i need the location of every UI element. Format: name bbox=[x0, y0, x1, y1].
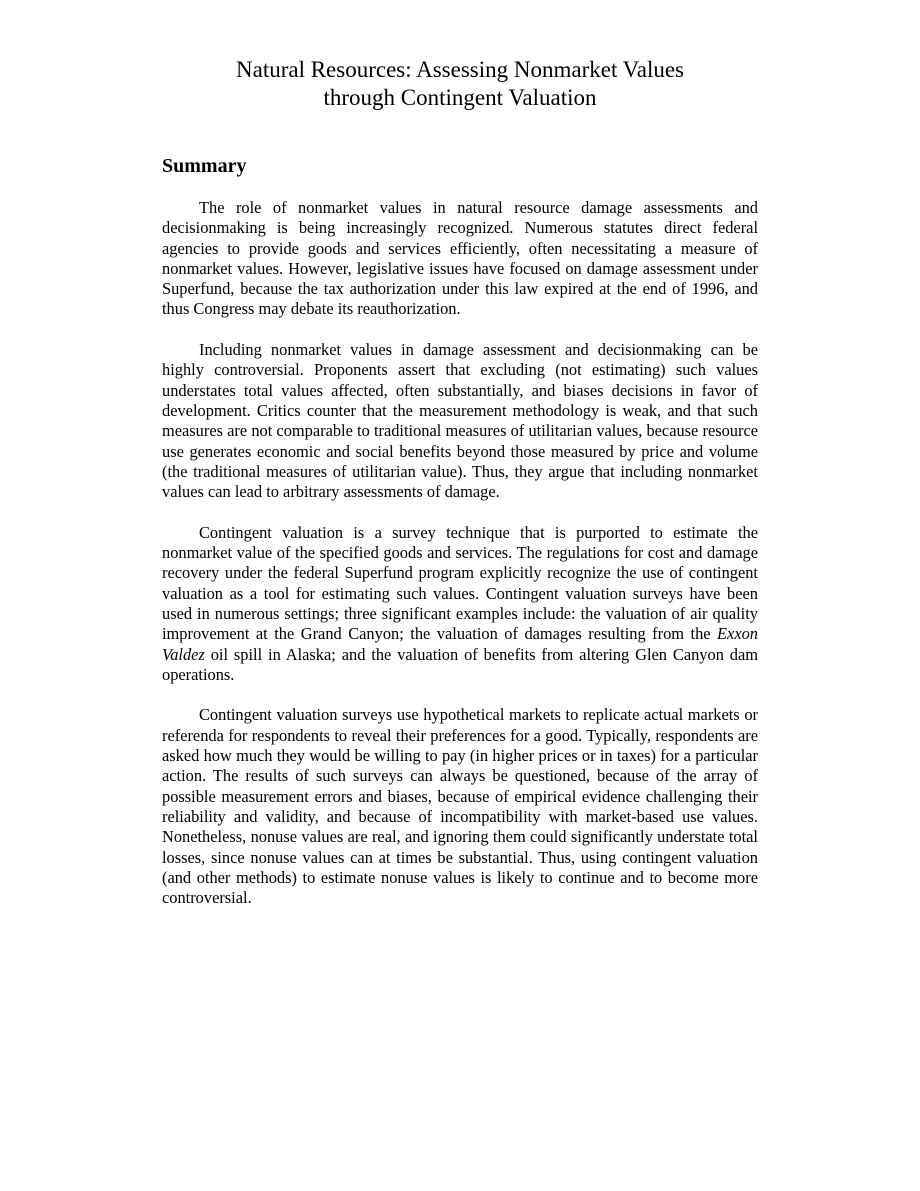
paragraph-2: Including nonmarket values in damage assessment and decisionmaking can be highly controversial. Proponents assert that excluding (not estimating) such values understates total values affected, often substantially, and biases decisions in favor of development. Critics counter that the measurement methodology is weak, and that such measures are not comparable to traditional measures of utilitarian values, because resource use generates economic and social benefits beyond those measured by price and volume (the traditional measures of utilitarian value). Thus, they argue that including nonmarket values can lead to arbitrary assessments of damage. bbox=[162, 340, 758, 502]
document-page bbox=[162, 56, 758, 908]
title-line-2: through Contingent Valuation bbox=[323, 85, 597, 110]
paragraph-1: The role of nonmarket values in natural resource damage assessments and decisionmaking is being increasingly recognized. Numerous statutes direct federal agencies to provide goods and services efficiently, often necessitating a measure of nonmarket values. However, legislative issues have focused on damage assessment under Superfund, because the tax authorization under this law expired at the end of 1996, and thus Congress may debate its reauthorization. bbox=[162, 198, 758, 319]
paragraph-4: Contingent valuation surveys use hypothetical markets to replicate actual markets or referenda for respondents to reveal their preferences for a good. Typically, respondents are asked how much they would be willing to pay (in higher prices or in taxes) for a particular action. The results of such surveys can always be questioned, because of the array of possible measurement errors and biases, because of empirical evidence challenging their reliability and validity, and because of incompatibility with market-based use values. Nonetheless, nonuse values are real, and ignoring them could significantly understate total losses, since nonuse values can at times be substantial. Thus, using contingent valuation (and other methods) to estimate nonuse values is likely to continue and to become more controversial. bbox=[162, 705, 758, 908]
paragraph-3-italic-text: Exxon Valdez bbox=[162, 624, 758, 664]
paragraph-3-text-before: Contingent valuation is a survey technique that is purported to estimate the nonmarket value of the specified goods and services. The regulations for cost and damage recovery under the federal Superfund program explicitly recognize the use of contingent valuation as a tool for estimating such values. Contingent valuation surveys have been used in numerous settings; three significant examples include: the valuation of air quality improvement at the Grand Canyon; the valuation of damages resulting from the bbox=[162, 522, 758, 644]
paragraph-3 bbox=[162, 523, 758, 685]
paragraph-3-text-after: oil spill in Alaska; and the valuation of benefits from altering Glen Canyon dam operations. bbox=[162, 644, 758, 684]
section-heading-summary: Summary bbox=[162, 155, 247, 177]
title-line-1: Natural Resources: Assessing Nonmarket Values bbox=[236, 57, 684, 82]
document-title bbox=[162, 56, 758, 112]
